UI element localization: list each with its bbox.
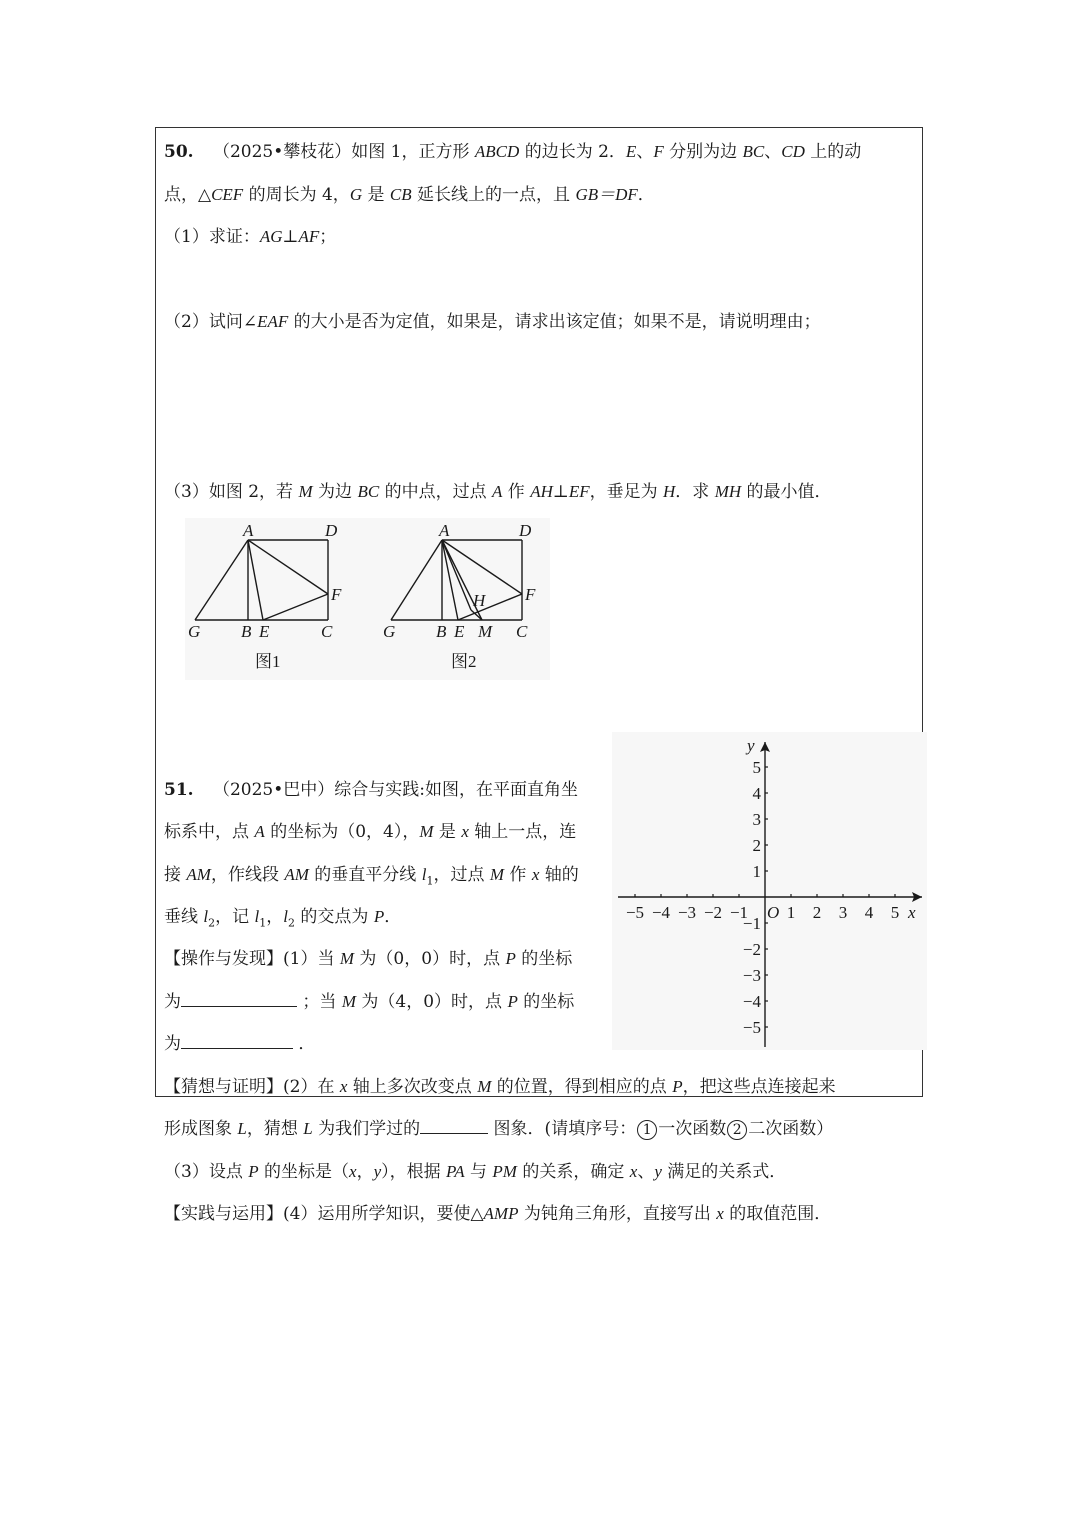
fig1-label-A: A bbox=[243, 521, 254, 540]
q51-text: ，猜想 bbox=[246, 1119, 304, 1139]
coordinate-plane bbox=[612, 732, 927, 1050]
fig2-label-G: G bbox=[383, 622, 396, 641]
q51-text: 综合与实践:如图，在平面直角坐 bbox=[334, 780, 579, 800]
q50-text: 作 bbox=[502, 482, 531, 502]
q51-var: x bbox=[461, 822, 469, 841]
q51-var: P bbox=[505, 949, 516, 968]
x-tick-label: −5 bbox=[625, 903, 645, 922]
q51-line3 bbox=[164, 864, 579, 892]
q51-line8 bbox=[164, 1076, 836, 1098]
origin-label: O bbox=[767, 903, 780, 922]
q51-text: 轴上一点，连 bbox=[468, 822, 577, 842]
q50-var: M bbox=[298, 482, 313, 501]
q50-text: 为边 bbox=[312, 482, 358, 502]
x-tick-label: 5 bbox=[890, 903, 900, 922]
y-tick-label: 2 bbox=[752, 836, 761, 855]
q51-subscript: 2 bbox=[208, 916, 216, 930]
q51-var: l bbox=[203, 907, 209, 926]
x-tick-label: 2 bbox=[812, 903, 822, 922]
circled-number-2: 2 bbox=[727, 1120, 747, 1140]
q51-text: ， bbox=[356, 1162, 374, 1182]
q50-text: 、 bbox=[764, 142, 782, 162]
q51-text: 是 bbox=[433, 822, 462, 842]
q51-text: 满足的关系式． bbox=[661, 1162, 787, 1182]
q51-var: AMP bbox=[483, 1204, 519, 1223]
x-tick-label: −1 bbox=[729, 903, 749, 922]
q50-text: 的中点，过点 bbox=[379, 482, 492, 502]
y-tick-label: −2 bbox=[742, 940, 761, 959]
q51-text: （3）设点 bbox=[164, 1162, 249, 1182]
q51-text: 为（4，0）时，点 bbox=[355, 992, 508, 1012]
x-tick-label: 1 bbox=[786, 903, 796, 922]
fig2-label-E: E bbox=[454, 622, 465, 641]
q51-text: 为（0，0）时，点 bbox=[354, 949, 506, 969]
q51-source: （2025•巴中） bbox=[212, 780, 335, 800]
x-tick-label: 4 bbox=[864, 903, 874, 922]
fig2-label-A: A bbox=[439, 521, 450, 540]
q50-var: GB＝DF bbox=[575, 185, 638, 204]
q50-var: AH⊥EF bbox=[530, 482, 590, 501]
q51-line10 bbox=[164, 1161, 786, 1183]
fig1-label-D: D bbox=[325, 521, 338, 540]
q51-text: 接 bbox=[164, 865, 187, 885]
q51-var: x bbox=[629, 1162, 638, 1181]
q50-var: G bbox=[349, 185, 363, 204]
q50-text: 的大小是否为定值，如果是，请求出该定值；如果不是，请说明理由； bbox=[288, 312, 821, 332]
q50-line2 bbox=[164, 184, 655, 206]
q51-subscript: 1 bbox=[259, 916, 267, 930]
q51-text: 、 bbox=[637, 1162, 655, 1182]
q51-var: A bbox=[254, 822, 265, 841]
q51-var: M bbox=[419, 822, 434, 841]
q51-text: 垂线 bbox=[164, 907, 204, 927]
q51-text: 的坐标为（0，4）， bbox=[264, 822, 420, 842]
q51-var: PM bbox=[492, 1162, 517, 1181]
fig2-label-H: H bbox=[473, 591, 486, 610]
fig1-label-B: B bbox=[241, 622, 252, 641]
q51-text: 的坐标 bbox=[517, 992, 575, 1012]
q51-text: 标系中，点 bbox=[164, 822, 255, 842]
q50-text: 分别为边 bbox=[663, 142, 743, 162]
q51-text: 的坐标是（ bbox=[258, 1162, 350, 1182]
q51-var: l bbox=[421, 865, 427, 884]
q50-var: BC bbox=[742, 142, 765, 161]
q51-text: 【操作与发现】(1）当 bbox=[164, 949, 340, 969]
fig2-caption: 图2 bbox=[451, 652, 477, 671]
q51-var: L bbox=[303, 1119, 313, 1138]
q50-var: BC bbox=[357, 482, 380, 501]
q50-text: 点，△ bbox=[164, 185, 212, 205]
q50-text: 是 bbox=[362, 185, 390, 205]
q50-text: ，垂足为 bbox=[589, 482, 664, 502]
q51-var: M bbox=[341, 992, 356, 1011]
q50-var: E bbox=[625, 142, 637, 161]
q51-text: 与 bbox=[464, 1162, 493, 1182]
q51-line2 bbox=[164, 821, 576, 843]
q50-text: 、 bbox=[636, 142, 654, 162]
q50-text: 如图 1，正方形 bbox=[351, 142, 475, 162]
plane-background bbox=[612, 732, 927, 1050]
q50-text: 的最小值． bbox=[741, 482, 832, 502]
fig2-label-M: M bbox=[478, 622, 493, 641]
q51-var: M bbox=[489, 865, 505, 884]
fig2-label-F: F bbox=[525, 585, 536, 604]
q51-text: 的交点为 bbox=[295, 907, 374, 927]
q51-text: ， bbox=[266, 907, 284, 927]
q51-text: 为 bbox=[164, 1034, 181, 1054]
q51-var: y bbox=[654, 1162, 662, 1181]
q50-var: MH bbox=[714, 482, 742, 501]
q51-var: AM bbox=[284, 865, 309, 884]
q50-text: 延长线上的一点，且 bbox=[411, 185, 576, 205]
q51-text: 【猜想与证明】(2）在 bbox=[164, 1077, 340, 1097]
q51-text: 的取值范围． bbox=[723, 1204, 832, 1224]
q51-var: P bbox=[507, 992, 518, 1011]
q51-text: ． bbox=[293, 1034, 316, 1054]
q50-part1 bbox=[164, 226, 336, 248]
q51-text: ；当 bbox=[297, 992, 342, 1012]
q50-part3 bbox=[164, 481, 832, 503]
q51-var: l bbox=[254, 907, 260, 926]
q51-line1 bbox=[164, 779, 578, 801]
x-tick-label: −2 bbox=[703, 903, 723, 922]
q51-text: 的位置，得到相应的点 bbox=[491, 1077, 673, 1097]
x-tick-label: −3 bbox=[677, 903, 697, 922]
q51-var: x bbox=[349, 1162, 357, 1181]
q50-line1 bbox=[164, 141, 861, 163]
q51-line11 bbox=[164, 1203, 831, 1225]
fig1-label-G: G bbox=[188, 622, 201, 641]
fig2-label-D: D bbox=[519, 521, 532, 540]
q50-text: （1）求证： bbox=[164, 227, 260, 247]
q51-text: 的关系，确定 bbox=[516, 1162, 630, 1182]
q50-var: EAF bbox=[257, 312, 289, 331]
y-tick-label: 5 bbox=[752, 758, 761, 777]
q50-text: 的周长为 4， bbox=[243, 185, 350, 205]
q50-var: H bbox=[663, 482, 676, 501]
q51-line7 bbox=[164, 1033, 315, 1055]
y-tick-label: −3 bbox=[742, 966, 761, 985]
q51-var: P bbox=[373, 907, 385, 926]
y-tick-label: −1 bbox=[742, 914, 761, 933]
q51-subscript: 1 bbox=[426, 874, 434, 888]
q50-source: （2025•攀枝花） bbox=[212, 142, 352, 162]
q51-text: ，作线段 bbox=[210, 865, 285, 885]
q50-var: ABCD bbox=[474, 142, 520, 161]
q51-var: x bbox=[531, 865, 540, 884]
fig2-label-B: B bbox=[436, 622, 447, 641]
q51-text: 二次函数） bbox=[748, 1119, 834, 1139]
q50-text: ． bbox=[637, 185, 655, 205]
q51-text: ，过点 bbox=[433, 865, 490, 885]
q51-text: 轴的 bbox=[539, 865, 579, 885]
q51-var: M bbox=[339, 949, 355, 968]
q50-part2 bbox=[164, 311, 821, 333]
y-axis-label: y bbox=[747, 736, 755, 755]
fig1-label-E: E bbox=[259, 622, 270, 641]
q51-var: l bbox=[283, 907, 289, 926]
q50-text: ．求 bbox=[675, 482, 715, 502]
q51-text: ． bbox=[384, 907, 402, 927]
q50-var: CD bbox=[781, 142, 805, 161]
answer-blank-2[interactable] bbox=[181, 1033, 293, 1049]
q51-var: x bbox=[716, 1204, 724, 1223]
fig1-caption: 图1 bbox=[255, 652, 281, 671]
fig1-label-F: F bbox=[331, 585, 342, 604]
q50-var: A bbox=[491, 482, 503, 501]
q50-text: 的边长为 2． bbox=[519, 142, 626, 162]
q50-text: 上的动 bbox=[804, 142, 862, 162]
y-tick-label: 3 bbox=[752, 810, 761, 829]
q51-number: 51. bbox=[164, 780, 194, 800]
x-axis-label: x bbox=[908, 903, 916, 922]
q50-number: 50. bbox=[164, 142, 194, 162]
q51-var: P bbox=[248, 1162, 259, 1181]
q51-text: 【实践与运用】(4）运用所学知识，要使△ bbox=[164, 1204, 484, 1224]
answer-blank-1[interactable] bbox=[181, 991, 297, 1007]
q51-text: 一次函数 bbox=[658, 1119, 727, 1139]
q51-var: M bbox=[477, 1077, 492, 1096]
q51-var: P bbox=[672, 1077, 683, 1096]
q51-text: 为我们学过的 bbox=[312, 1119, 421, 1139]
q51-text: 形成图象 bbox=[164, 1119, 238, 1139]
q50-text: （2）试问∠ bbox=[164, 312, 258, 332]
fig1-label-C: C bbox=[321, 622, 333, 641]
y-tick-label: −4 bbox=[742, 992, 761, 1011]
x-tick-label: 3 bbox=[838, 903, 848, 922]
q50-var: CB bbox=[389, 185, 412, 204]
circled-number-1: 1 bbox=[637, 1120, 657, 1140]
y-tick-label: 1 bbox=[752, 862, 761, 881]
q51-text: ），根据 bbox=[381, 1162, 447, 1182]
q51-text: ，记 bbox=[215, 907, 255, 927]
q50-figures bbox=[185, 518, 550, 680]
q51-var: y bbox=[373, 1162, 382, 1181]
q51-text: 的垂直平分线 bbox=[308, 865, 422, 885]
q51-line9 bbox=[164, 1118, 833, 1140]
q50-var: F bbox=[653, 142, 664, 161]
q51-text: ，把这些点连接起来 bbox=[682, 1077, 836, 1097]
q51-text: 的坐标 bbox=[515, 949, 573, 969]
answer-blank-3[interactable] bbox=[420, 1118, 488, 1134]
fig2-label-C: C bbox=[516, 622, 528, 641]
q51-text: 为钝角三角形，直接写出 bbox=[518, 1204, 717, 1224]
y-tick-label: 4 bbox=[752, 784, 761, 803]
q51-line5 bbox=[164, 948, 572, 970]
q50-text: ； bbox=[319, 227, 337, 247]
q51-text: 图象．(请填序号： bbox=[488, 1119, 637, 1139]
q51-var: PA bbox=[446, 1162, 465, 1181]
q51-var: x bbox=[339, 1077, 348, 1096]
figure-background bbox=[185, 518, 550, 680]
q51-text: 为 bbox=[164, 992, 181, 1012]
q51-text: 轴上多次改变点 bbox=[347, 1077, 478, 1097]
q50-var: CEF bbox=[211, 185, 244, 204]
q51-text: 作 bbox=[504, 865, 532, 885]
q50-text: （3）如图 2，若 bbox=[164, 482, 299, 502]
q50-var: AG⊥AF bbox=[259, 227, 320, 246]
q51-var: AM bbox=[186, 865, 211, 884]
q51-var: L bbox=[237, 1119, 247, 1138]
y-tick-label: −5 bbox=[742, 1018, 761, 1037]
q51-line6 bbox=[164, 991, 574, 1013]
q51-subscript: 2 bbox=[288, 916, 296, 930]
x-tick-label: −4 bbox=[651, 903, 671, 922]
q51-line4 bbox=[164, 906, 401, 934]
